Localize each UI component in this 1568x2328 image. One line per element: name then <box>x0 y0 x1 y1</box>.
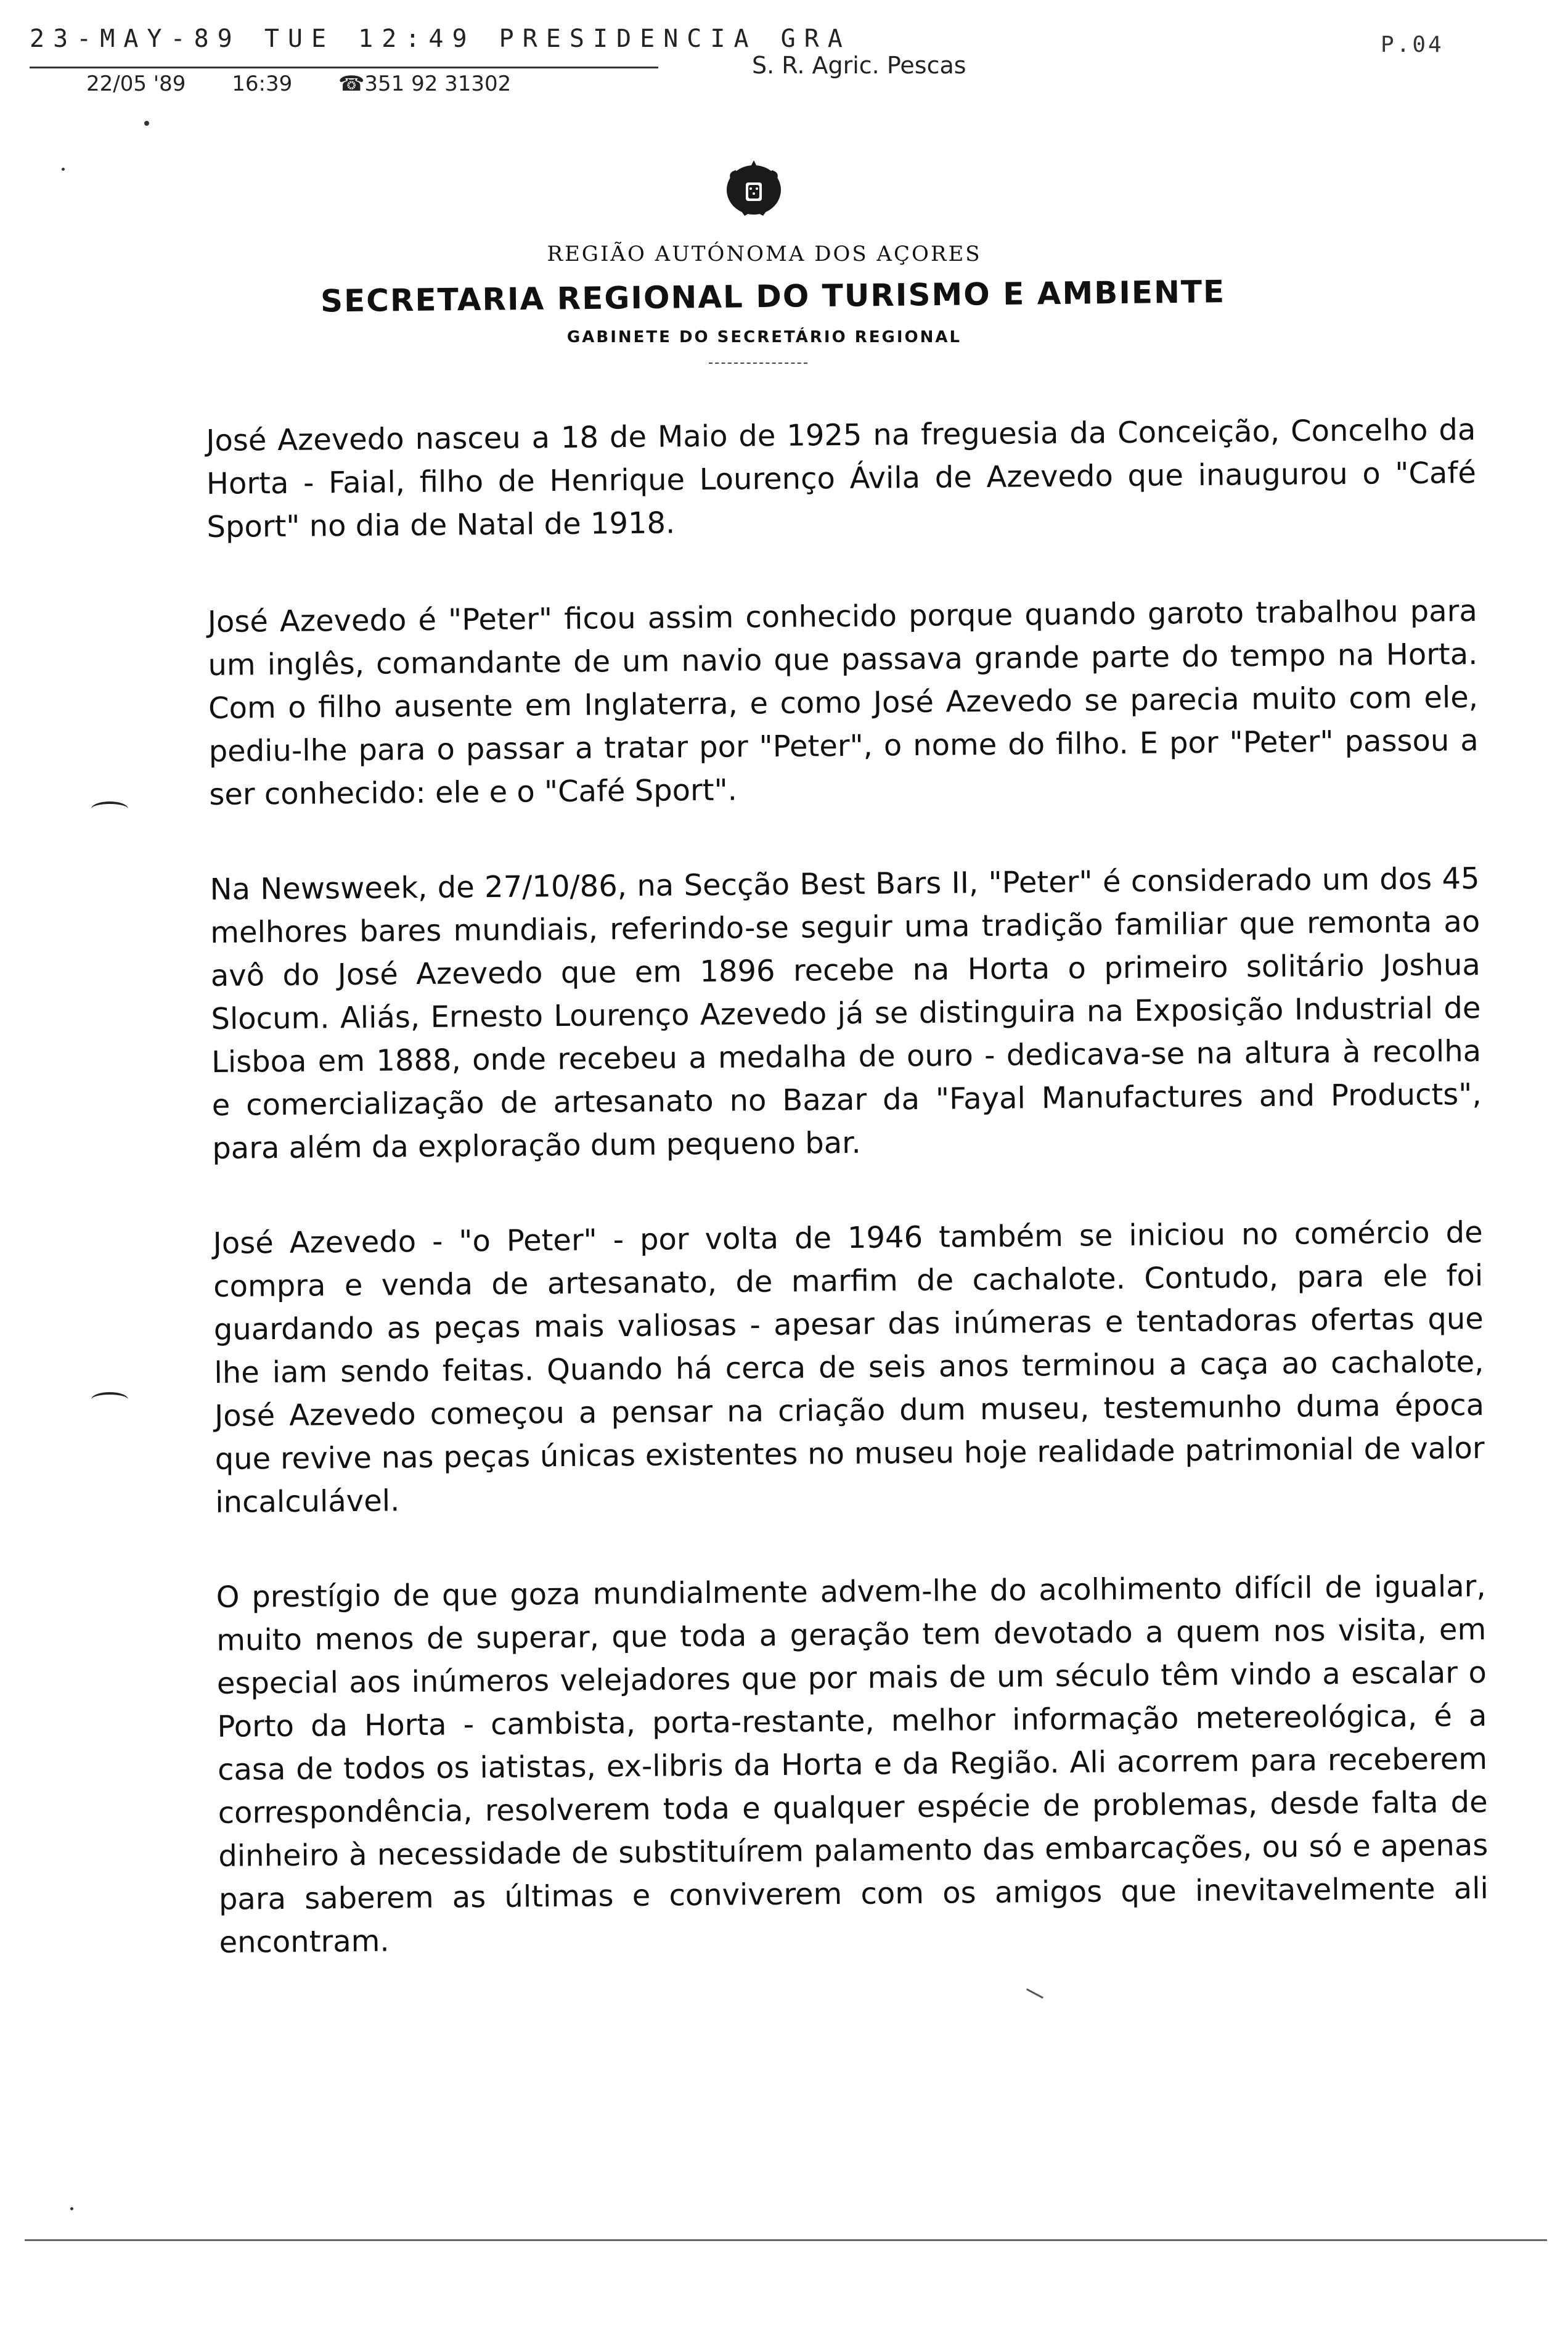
punch-hole-mark <box>91 1392 128 1407</box>
stray-dot <box>70 2207 73 2210</box>
stray-dot <box>144 121 149 126</box>
body-paragraph: José Azevedo é "Peter" ficou assim conhecido porque quando garoto trabalhou para um inglês, comandante de um navio que passava grande parte do tempo na Horta. Com o filho ausente em Inglaterra, e como José Azevedo se parecia muito com ele, pediu-lhe para o passar a tratar por "Peter", o nome do filho. E por "Peter" passou a ser conhecido: ele e o "Café Sport". <box>207 594 1479 812</box>
letterhead-secretaria: SECRETARIA REGIONAL DO TURISMO E AMBIENTE <box>320 274 1226 319</box>
letterhead-gabinete: GABINETE DO SECRETÁRIO REGIONAL <box>566 328 962 346</box>
body-paragraph: José Azevedo nasceu a 18 de Maio de 1925 na freguesia da Conceição, Concelho da Horta - Faial, filho de Henrique Lourenço Ávila de Azevedo que inaugurou o "Café Sport" no dia de Natal de 1918. <box>206 412 1477 544</box>
coat-of-arms-icon <box>720 154 788 222</box>
fax-transmission-info <box>86 72 550 96</box>
fax-sent-time: 16:39 <box>232 72 293 96</box>
fax-header-rule <box>30 67 658 68</box>
fax-department: S. R. Agric. Pescas <box>752 52 966 79</box>
letterhead-region: REGIÃO AUTÓNOMA DOS AÇORES <box>547 242 982 266</box>
letterhead-divider <box>709 363 807 364</box>
document-body <box>206 408 1490 2016</box>
bottom-scan-line <box>25 2239 1547 2241</box>
body-paragraph: O prestígio de que goza mundialmente advem-lhe do acolhimento difícil de igualar, muito menos de superar, que toda a geração tem devotado a quem nos visita, em especial aos inúmeros velejadores que por mais de um século têm vindo a escalar o Porto da Horta - cambista, porta-restante, melhor informação metereológica, é a casa de todos os iatistas, ex-libris da Horta e da Região. Ali acorrem para receberem correspondência, resolverem toda e qualquer espécie de problemas, desde falta de dinheiro à necessidade de substituírem palamento das embarcações, ou só e apenas para saberem as últimas e conviverem com os amigos que inevitavelmente ali encontram. <box>216 1568 1489 1960</box>
punch-hole-mark <box>91 801 128 816</box>
fax-sent-date: 22/05 '89 <box>86 72 186 96</box>
body-paragraph: José Azevedo - "o Peter" - por volta de 1946 também se iniciou no comércio de compra e venda de artesanato, de marfim de cachalote. Contudo, para ele foi guardando as peças mais valiosas - apesar das inúmeras e tentadoras ofertas que lhe iam sendo feitas. Quando há cerca de seis anos terminou a caça ao cachalote, José Azevedo começou a pensar na criação dum museu, testemunho duma época que revive nas peças únicas existentes no museu hoje realidade patrimonial de valor incalculável. <box>213 1215 1485 1520</box>
stray-dot <box>62 168 65 171</box>
fax-phone-number: ☎351 92 31302 <box>338 72 512 96</box>
body-paragraph: Na Newsweek, de 27/10/86, na Secção Best Bars II, "Peter" é considerado um dos 45 melhores bares mundiais, referindo-se seguir uma tradição familiar que remonta ao avô do José Azevedo que em 1896 recebe na Horta o primeiro solitário Joshua Slocum. Aliás, Ernesto Lourenço Azevedo já se distinguira na Exposição Industrial de Lisboa em 1888, onde recebeu a medalha de ouro - dedicava-se na altura à recolha e comercialização de artesanato no Bazar da "Fayal Manufactures and Products", para além da exploração dum pequeno bar. <box>210 861 1482 1166</box>
fax-page-number: P.04 <box>1381 32 1444 57</box>
fax-header-line: 23-MAY-89 TUE 12:49 PRESIDENCIA GRA <box>30 25 851 53</box>
